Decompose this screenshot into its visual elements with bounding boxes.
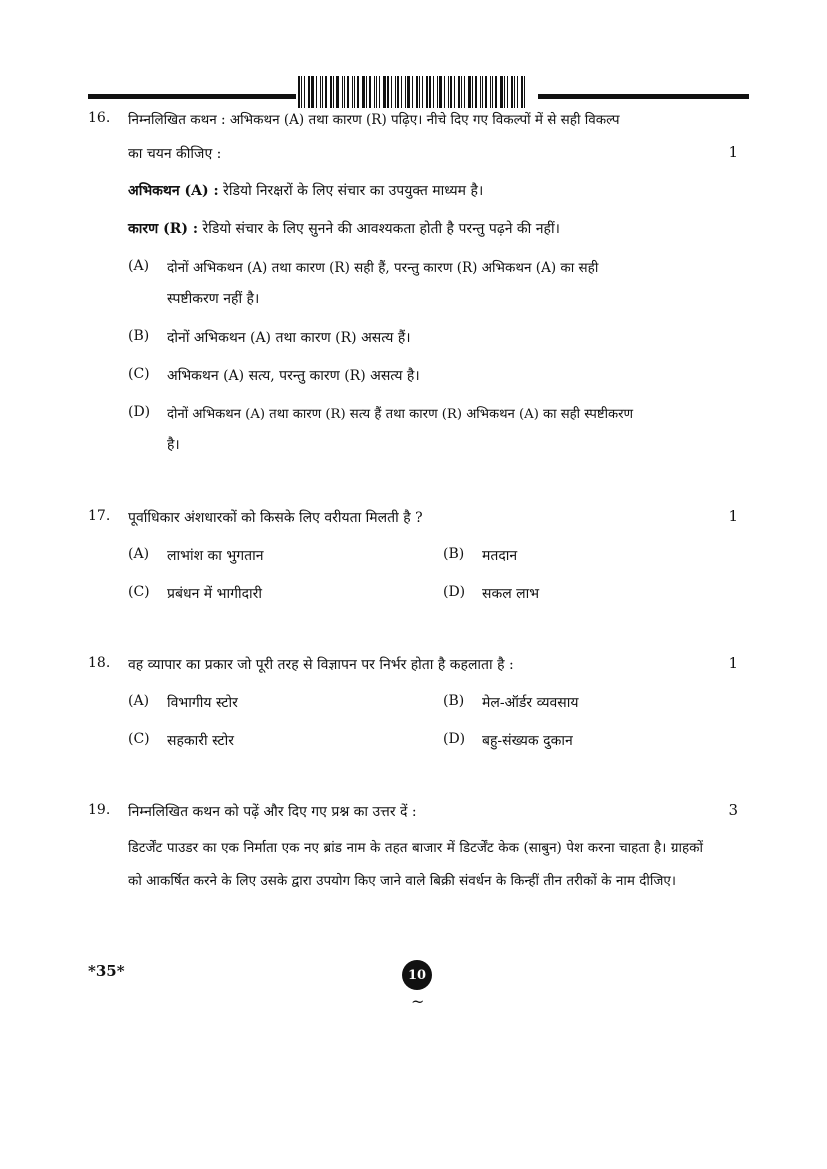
q17-option-c-text: प्रबंधन में भागीदारी	[167, 586, 263, 602]
barcode-bar	[401, 76, 402, 108]
q18-option-b-text: मेल-ऑर्डर व्यवसाय	[482, 695, 579, 711]
barcode-bar	[362, 76, 365, 108]
barcode-bar	[330, 76, 332, 108]
barcode-bar	[352, 76, 353, 108]
q17-option-a-text: लाभांश का भुगतान	[167, 548, 264, 564]
page-number: 10	[402, 960, 432, 990]
barcode-bar	[387, 76, 389, 108]
barcode-bar	[298, 76, 300, 108]
q18-option-b-label: (B)	[443, 693, 465, 709]
barcode-bar	[480, 76, 481, 108]
barcode-bar	[472, 76, 473, 108]
q17-marks: 1	[728, 507, 738, 525]
q17-option-b-label: (B)	[443, 546, 465, 562]
q16-option-a-label: (A)	[128, 258, 150, 274]
q17-option-c-label: (C)	[128, 584, 150, 600]
q18-marks: 1	[728, 654, 738, 672]
q16-option-b-line1: दोनों अभिकथन (A) तथा कारण (R) असत्य हैं।	[167, 330, 411, 346]
q16-option-d-line1: दोनों अभिकथन (A) तथा कारण (R) सत्य हैं तथा कारण (R) अभिकथन (A) का सही स्पष्टीकरण	[167, 407, 634, 422]
barcode-bar	[521, 76, 523, 108]
q18-option-a-label: (A)	[128, 693, 150, 709]
q16-assertion	[128, 181, 483, 200]
barcode-bar	[500, 76, 503, 108]
q19-question: निम्नलिखित कथन को पढ़ें और दिए गए प्रश्न का उत्तर दें :	[128, 804, 417, 820]
barcode-bar	[376, 76, 377, 108]
barcode-bar	[422, 76, 423, 108]
q16-option-c-label: (C)	[128, 366, 150, 382]
barcode-bar	[354, 76, 355, 108]
barcode-bar	[357, 76, 359, 108]
barcode-bar	[407, 76, 410, 108]
barcode-bar	[336, 76, 339, 108]
assertion-text: रेडियो निरक्षरों के लिए संचार का उपयुक्त माध्यम है।	[223, 183, 484, 199]
q16-question-line1: निम्नलिखित कथन : अभिकथन (A) तथा कारण (R) पढ़िए। नीचे दिए गए विकल्पों में से सही विकल्प	[128, 112, 620, 128]
q16-reason	[128, 219, 560, 238]
barcode-bar	[304, 76, 305, 108]
barcode-bar	[320, 76, 321, 108]
q16-marks: 1	[728, 143, 738, 161]
barcode-bar	[458, 76, 460, 108]
footer-code: *35*	[88, 962, 125, 980]
barcode-bar	[490, 76, 491, 108]
barcode-bar	[366, 76, 367, 108]
barcode-bar	[344, 76, 345, 108]
barcode-bar	[454, 76, 455, 108]
q19-paragraph: डिटर्जेंट पाउडर का एक निर्माता एक नए ब्रांड नाम के तहत बाजार में डिटर्जेंट केक (साबुन) पेश करना चाहता है। ग्राहकों को आकर्षित करने के लिए उसके द्वारा उपयोग किए जाने वाले बिक्री संवर्धन के किन्हीं तीन तरीकों के नाम दीजिए।	[128, 840, 703, 889]
q17-option-d-label: (D)	[443, 584, 466, 600]
q16-option-c-line1: अभिकथन (A) सत्य, परन्तु कारण (R) असत्य है।	[167, 368, 420, 384]
q17-number: 17.	[88, 508, 111, 524]
q18-option-d-label: (D)	[443, 731, 466, 747]
barcode-bar	[333, 76, 334, 108]
header-rule-right	[538, 94, 749, 99]
q19-marks: 3	[728, 801, 738, 819]
q18-option-a-text: विभागीय स्टोर	[167, 695, 238, 711]
header-rule-left	[88, 94, 296, 99]
barcode-bar	[412, 76, 413, 108]
q16-option-b-label: (B)	[128, 328, 150, 344]
q17-option-a-label: (A)	[128, 546, 150, 562]
q17-option-d-text: सकल लाभ	[482, 586, 540, 602]
barcode	[298, 76, 528, 108]
barcode-bar	[450, 76, 452, 108]
barcode-bar	[311, 76, 314, 108]
barcode-bar	[429, 76, 431, 108]
q18-question: वह व्यापार का प्रकार जो पूरी तरह से विज्ञापन पर निर्भर होता है कहलाता है :	[128, 657, 514, 673]
barcode-bar	[433, 76, 434, 108]
barcode-bar	[482, 76, 483, 108]
q16-option-a-line2: स्पष्टीकरण नहीं है।	[167, 291, 260, 307]
q17-question: पूर्वाधिकार अंशधारकों को किसके लिए वरीयता मिलती है ?	[128, 510, 423, 526]
barcode-bar	[416, 76, 418, 108]
barcode-bar	[342, 76, 343, 108]
q16-option-d-line2: है।	[167, 437, 180, 453]
barcode-bar	[444, 76, 445, 108]
barcode-bar	[395, 76, 396, 108]
q16-option-a-line1: दोनों अभिकथन (A) तथा कारण (R) सही हैं, परन्तु कारण (R) अभिकथन (A) का सही	[167, 260, 599, 276]
barcode-bar	[511, 76, 513, 108]
q18-option-c-label: (C)	[128, 731, 150, 747]
barcode-bar	[301, 76, 302, 108]
barcode-bar	[524, 76, 525, 108]
barcode-bar	[517, 76, 518, 108]
barcode-bar	[507, 76, 508, 108]
barcode-bar	[397, 76, 399, 108]
q18-option-d-text: बहु-संख्यक दुकान	[482, 733, 573, 749]
barcode-bar	[374, 76, 375, 108]
barcode-bar	[464, 76, 465, 108]
barcode-bar	[437, 76, 438, 108]
q19-number: 19.	[88, 802, 111, 818]
barcode-bar	[383, 76, 386, 108]
barcode-bar	[426, 76, 428, 108]
barcode-bar	[495, 76, 497, 108]
barcode-bar	[369, 76, 371, 108]
barcode-bar	[439, 76, 442, 108]
barcode-bar	[379, 76, 380, 108]
q18-number: 18.	[88, 655, 111, 671]
q18-option-c-text: सहकारी स्टोर	[167, 733, 234, 749]
barcode-bar	[419, 76, 420, 108]
barcode-bar	[504, 76, 505, 108]
barcode-bar	[347, 76, 349, 108]
barcode-bar	[325, 76, 327, 108]
q16-number: 16.	[88, 110, 111, 126]
barcode-bar	[391, 76, 392, 108]
reason-label: कारण (R) :	[128, 221, 199, 237]
barcode-bar	[405, 76, 406, 108]
reason-text: रेडियो संचार के लिए सुनने की आवश्यकता होती है परन्तु पढ़ने की नहीं।	[202, 221, 560, 237]
barcode-bar	[308, 76, 310, 108]
barcode-bar	[448, 76, 449, 108]
q16-option-d-label: (D)	[128, 404, 151, 420]
barcode-bar	[316, 76, 317, 108]
q16-question-line2: का चयन कीजिए :	[128, 146, 222, 162]
barcode-bar	[492, 76, 493, 108]
barcode-bar	[468, 76, 471, 108]
assertion-label: अभिकथन (A) :	[128, 183, 219, 199]
barcode-bar	[485, 76, 487, 108]
barcode-bar	[322, 76, 323, 108]
barcode-bar	[461, 76, 462, 108]
q17-option-b-text: मतदान	[482, 548, 518, 564]
footer-tilde: ~	[411, 992, 425, 1011]
barcode-bar	[514, 76, 515, 108]
barcode-bar	[475, 76, 477, 108]
